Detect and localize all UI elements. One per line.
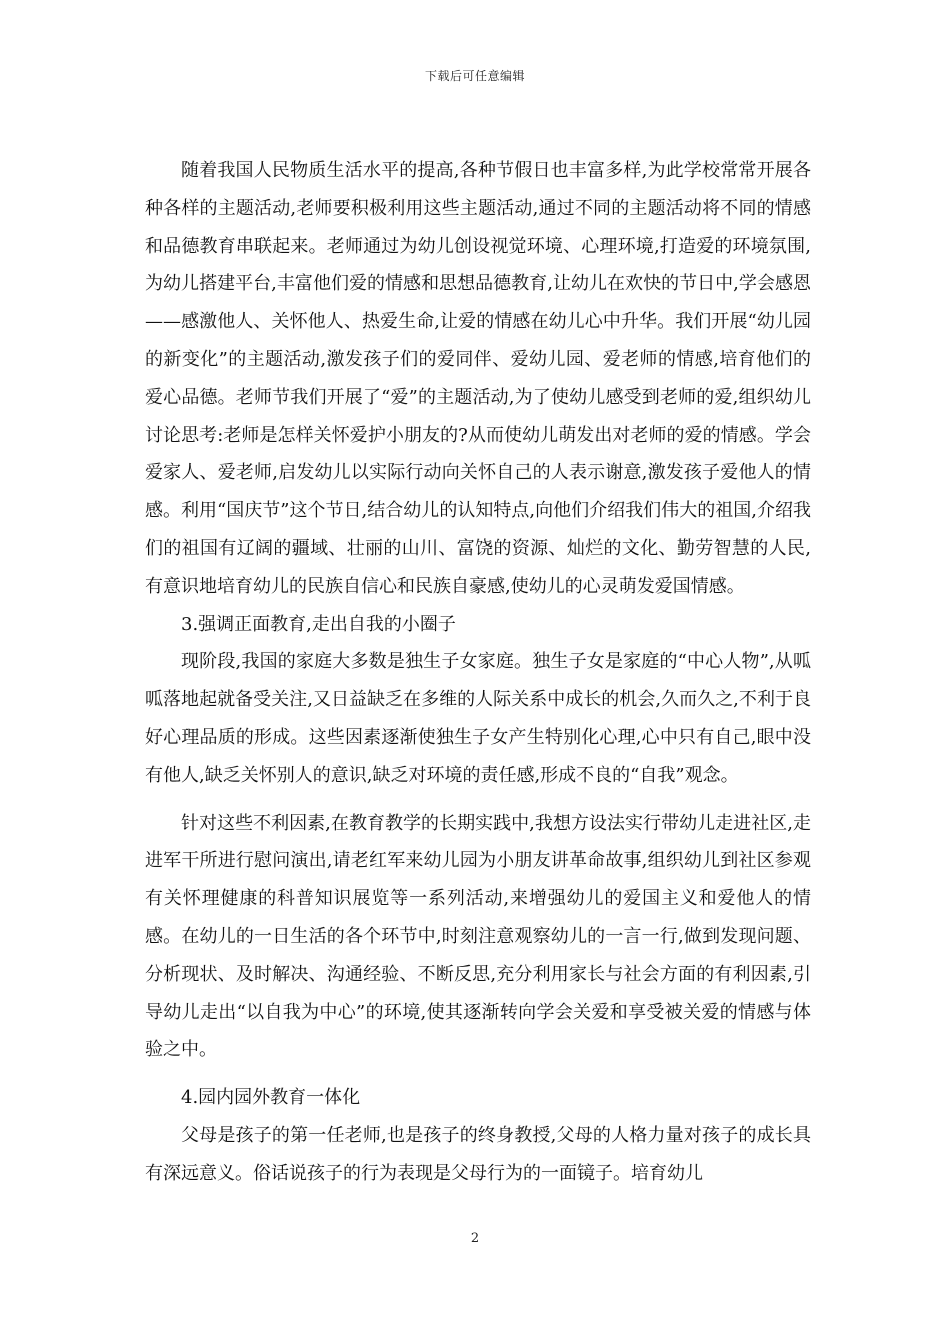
section-heading-3: 3.强调正面教育,走出自我的小圈子 <box>181 613 456 635</box>
page-header: 下载后可任意编辑 <box>424 69 525 83</box>
paragraph-festival-activities: 随着我国人民物质生活水平的提高,各种节假日也丰富多样,为此学校常常开展各种各样的主题活动,老师要积极利用这些主题活动,通过不同的主题活动将不同的情感和品德教育串联起来。老师通过为幼儿创设视觉环境、心理环境,打造爱的环境氛围,为幼儿搭建平台,丰富他们爱的情感和思想品德教育,让幼儿在欢快的节日中,学会感恩——感激他人、关怀他人、热爱生命,让爱的情感在幼儿心中升华。我们开展“幼儿园的新变化”的主题活动,激发孩子们的爱同伴、爱幼儿园、爱老师的情感,培育他们的爱心品德。老师节我们开展了“爱”的主题活动,为了使幼儿感受到老师的爱,组织幼儿讨论思考:老师是怎样关怀爱护小朋友的?从而使幼儿萌发出对老师的爱的情感。学会爱家人、爱老师,启发幼儿以实际行动向关怀自己的人表示谢意,激发孩子爱他人的情感。利用“国庆节”这个节日,结合幼儿的认知特点,向他们介绍我们伟大的祖国,介绍我们的祖国有辽阔的疆域、壮丽的山川、富饶的资源、灿烂的文化、勤劳智慧的人民,有意识地培育幼儿的民族自信心和民族自豪感,使幼儿的心灵萌发爱国情感。 <box>145 160 811 597</box>
paragraph-only-child: 现阶段,我国的家庭大多数是独生子女家庭。独生子女是家庭的“中心人物”,从呱呱落地起就备受关注,又日益缺乏在多维的人际关系中成长的机会,久而久之,不利于良好心理品质的形成。这些因素逐渐使独生子女产生特别化心理,心中只有自己,眼中没有他人,缺乏关怀别人的意识,缺乏对环境的责任感,形成不良的“自我”观念。 <box>145 651 811 786</box>
section-heading-4: 4.园内园外教育一体化 <box>181 1087 361 1109</box>
page-number: 2 <box>470 1231 480 1246</box>
document-body <box>145 152 811 1193</box>
paragraph-parents: 父母是孩子的第一任老师,也是孩子的终身教授,父母的人格力量对孩子的成长具有深远意义。俗话说孩子的行为表现是父母行为的一面镜子。培育幼儿 <box>145 1124 811 1184</box>
paragraph-community-activities: 针对这些不利因素,在教育教学的长期实践中,我想方设法实行带幼儿走进社区,走进军干所进行慰问演出,请老红军来幼儿园为小朋友讲革命故事,组织幼儿到社区参观有关怀理健康的科普知识展览等一系列活动,来增强幼儿的爱国主义和爱他人的情感。在幼儿的一日生活的各个环节中,时刻注意观察幼儿的一言一行,做到发现问题、分析现状、及时解决、沟通经验、不断反思,充分利用家长与社会方面的有利因素,引导幼儿走出“以自我为中心”的环境,使其逐渐转向学会关爱和享受被关爱的情感与体验之中。 <box>145 812 811 1061</box>
